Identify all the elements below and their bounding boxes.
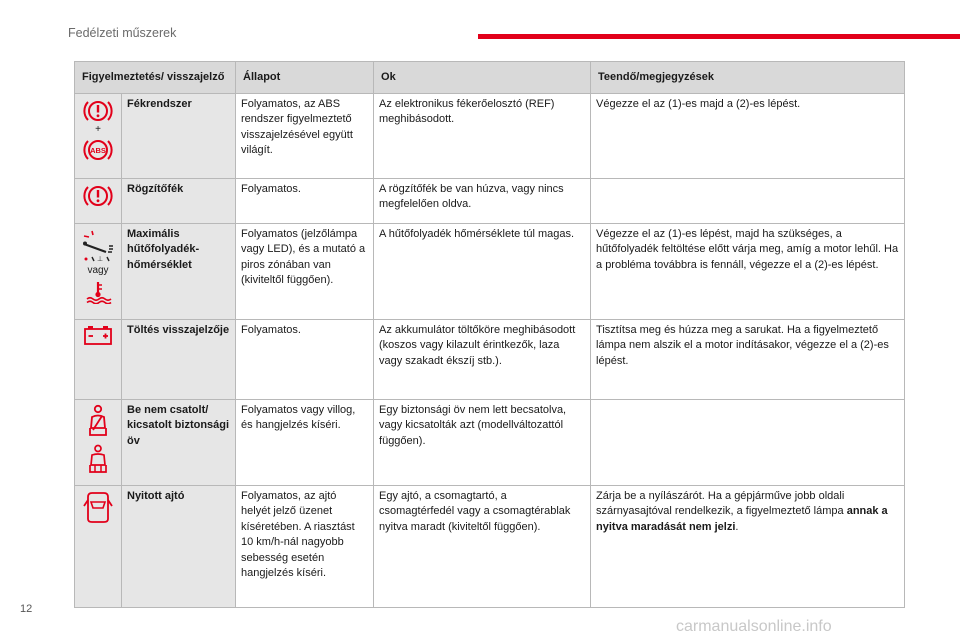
header-red-rule — [478, 34, 960, 39]
row-icons — [75, 320, 122, 400]
coolant-temperature-icon — [84, 280, 112, 304]
row-icons — [75, 179, 122, 224]
column-header-action: Teendő/megjegyzések — [591, 62, 905, 94]
row-icons — [75, 486, 122, 608]
brake-exclamation-icon — [83, 98, 113, 124]
cause-cell: Egy biztonsági öv nem lett becsatolva, vagy kicsatolták azt (modellváltozattól függően). — [374, 400, 591, 486]
parking-brake-exclamation-icon — [83, 183, 113, 209]
table-row — [75, 94, 905, 179]
state-cell: Folyamatos. — [236, 179, 374, 224]
door-open-icon — [83, 490, 113, 524]
action-cell — [591, 179, 905, 224]
indicator-name: Maximális hűtőfolyadék-hőmérséklet — [122, 224, 236, 320]
table-row — [75, 224, 905, 320]
rear-seatbelt-icon — [85, 444, 111, 474]
row-icons — [75, 224, 122, 320]
action-cell: Tisztítsa meg és húzza meg a sarukat. Ha a figyelmeztető lámpa nem alszik el a motor indításakor, végezze el a (2)-es lépést. — [591, 320, 905, 400]
seatbelt-icon — [84, 404, 112, 438]
column-header-state: Állapot — [236, 62, 374, 94]
table-row — [75, 400, 905, 486]
cause-cell: A hűtőfolyadék hőmérséklete túl magas. — [374, 224, 591, 320]
page-number: 12 — [20, 603, 33, 615]
action-cell: Végezze el az (1)-es lépést, majd ha szükséges, a hűtőfolyadék feltöltése előtt várja meg, amíg a motor lehűl. Ha a probléma továbbra is fennáll, végezze el a (2)-es lépést. — [591, 224, 905, 320]
abs-icon — [83, 137, 113, 163]
cause-cell: Egy ajtó, a csomagtartó, a csomagtérfedél vagy a csomagtérablak nyitva maradt (kiviteltől függően). — [374, 486, 591, 608]
state-cell: Folyamatos vagy villog, és hangjelzés kíséri. — [236, 400, 374, 486]
page-section-title: Fedélzeti műszerek — [68, 26, 177, 40]
cause-cell: Az elektronikus fékerőelosztó (REF) meghibásodott. — [374, 94, 591, 179]
table-header-row — [75, 62, 905, 94]
table-row — [75, 486, 905, 608]
row-icons — [75, 400, 122, 486]
cause-cell: Az akkumulátor töltőköre meghibásodott (koszos vagy kilazult érintkezők, laza vagy szakadt ékszíj stb.). — [374, 320, 591, 400]
footer-watermark: carmanualsonline.info — [676, 618, 832, 635]
table-row — [75, 320, 905, 400]
warning-lights-table — [74, 61, 905, 608]
column-header-cause: Ok — [374, 62, 591, 94]
indicator-name: Rögzítőfék — [122, 179, 236, 224]
battery-icon — [82, 324, 114, 346]
table-row — [75, 179, 905, 224]
icon-connector: vagy — [87, 265, 109, 276]
action-cell — [591, 486, 905, 608]
column-header-indicator: Figyelmeztetés/ visszajelző — [75, 62, 236, 94]
svg-text:⊥: ⊥ — [96, 256, 104, 263]
svg-text:ABS: ABS — [90, 146, 106, 155]
action-text: Zárja be a nyílászárót. Ha a gépjárműve jobb oldali szárnyasajtóval rendelkezik, a figyelmeztető lámpa — [596, 490, 847, 518]
state-cell: Folyamatos. — [236, 320, 374, 400]
indicator-name: Nyitott ajtó — [122, 486, 236, 608]
indicator-name: Fékrendszer — [122, 94, 236, 179]
action-emphasis: annak a nyitva maradását nem jelzi — [596, 505, 888, 533]
action-cell: Végezze el az (1)-es majd a (2)-es lépést. — [591, 94, 905, 179]
indicator-name: Be nem csatolt/ kicsatolt biztonsági öv — [122, 400, 236, 486]
action-text-end: . — [735, 520, 739, 533]
cause-cell: A rögzítőfék be van húzva, vagy nincs megfelelően oldva. — [374, 179, 591, 224]
state-cell: Folyamatos, az ABS rendszer figyelmeztető visszajelzésével együtt világít. — [236, 94, 374, 179]
action-cell — [591, 400, 905, 486]
row-icons — [75, 94, 122, 179]
indicator-name: Töltés visszajelzője — [122, 320, 236, 400]
icon-connector: + — [95, 124, 101, 135]
state-cell: Folyamatos, az ajtó helyét jelző üzenet kíséretében. A riasztást 10 km/h-nál nagyobb sebesség esetén hangjelzés kíséri. — [236, 486, 374, 608]
temperature-gauge-icon — [80, 228, 116, 264]
state-cell: Folyamatos (jelzőlámpa vagy LED), és a mutató a piros zónában van (kiviteltől függően). — [236, 224, 374, 320]
